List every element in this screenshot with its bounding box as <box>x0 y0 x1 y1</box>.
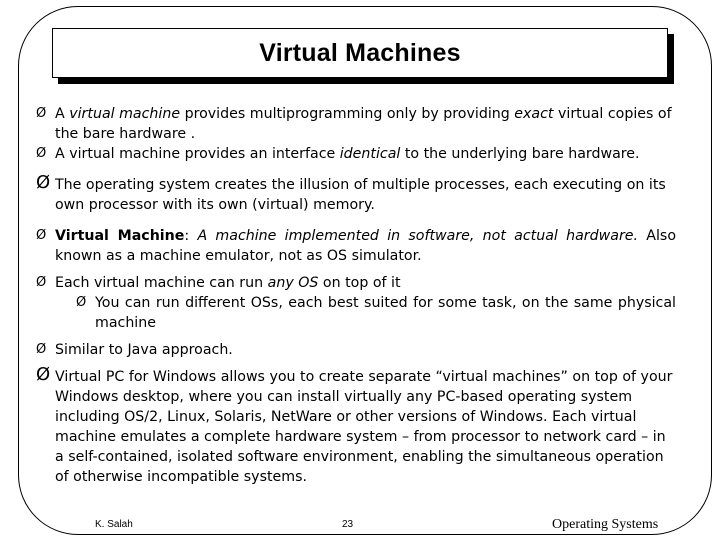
bullet-interface-identical <box>36 144 676 164</box>
bullet-virtual-pc <box>36 364 676 487</box>
bullet-text: A virtual machine provides an interface <box>55 146 340 162</box>
bullet-text: to the underlying bare hardware. <box>400 146 640 162</box>
bullet-text: A <box>55 106 70 122</box>
bullet-emphasis: virtual machine <box>69 106 181 122</box>
bullet-text: Also known as a machine emulator, not as OS simulator. <box>55 228 677 264</box>
bullet-text: Similar to Java approach. <box>55 342 233 358</box>
bullet-text: : <box>184 228 198 244</box>
bullet-text: Virtual PC for Windows allows you to create separate “virtual machines” on top of your Windows desktop, where you can install virtually any PC-based operating system including OS/2, Linux, Solaris, NetWare or other versions of Windows. Each virtual machine emulates a complete hardware system – from processor to network card – in a self-contained, isolated software environment, enabling the simultaneous operation of otherwise incompatible systems. <box>55 369 673 485</box>
slide-content <box>36 104 676 487</box>
bullet-arrow-icon: Ø <box>36 146 47 161</box>
bullet-arrow-icon: Ø <box>36 106 47 121</box>
slide-title: Virtual Machines <box>259 38 461 67</box>
bullet-arrow-icon: Ø <box>76 295 87 310</box>
bullet-arrow-icon: Ø <box>36 172 51 193</box>
bullet-java-approach <box>36 340 676 360</box>
title-box <box>52 28 668 78</box>
bullet-any-os <box>36 273 676 293</box>
bullet-arrow-icon: Ø <box>36 228 47 243</box>
footer-course: Operating Systems <box>552 517 659 532</box>
bullet-text: provides multiprogramming only by providing <box>180 106 515 122</box>
bullet-arrow-icon: Ø <box>36 342 47 357</box>
bullet-text: on top of it <box>318 275 401 291</box>
bullet-term: Virtual Machine <box>55 228 185 244</box>
bullet-arrow-icon: Ø <box>36 275 47 290</box>
bullet-illusion-of-processes <box>36 172 676 215</box>
sub-bullet-different-oss <box>36 293 676 333</box>
bullet-emphasis: any OS <box>267 275 319 291</box>
bullet-emphasis: identical <box>339 146 401 162</box>
bullet-text: virtual copies of the bare hardware . <box>55 106 672 142</box>
bullet-virtual-machine-definition <box>36 104 676 144</box>
bullet-text: You can run different OSs, each best suited for some task, on the same physical machine <box>95 295 676 331</box>
bullet-virtual-machine-emulator <box>36 226 676 266</box>
footer-author: K. Salah <box>95 519 133 530</box>
bullet-arrow-icon: Ø <box>36 364 51 385</box>
footer-page-number: 23 <box>342 519 354 530</box>
bullet-text: Each virtual machine can run <box>55 275 268 291</box>
bullet-emphasis: A machine implemented in software, not actual hardware. <box>197 228 639 244</box>
bullet-emphasis: exact <box>514 106 554 122</box>
bullet-text: The operating system creates the illusion of multiple processes, each executing on its own processor with its own (virtual) memory. <box>55 177 666 213</box>
